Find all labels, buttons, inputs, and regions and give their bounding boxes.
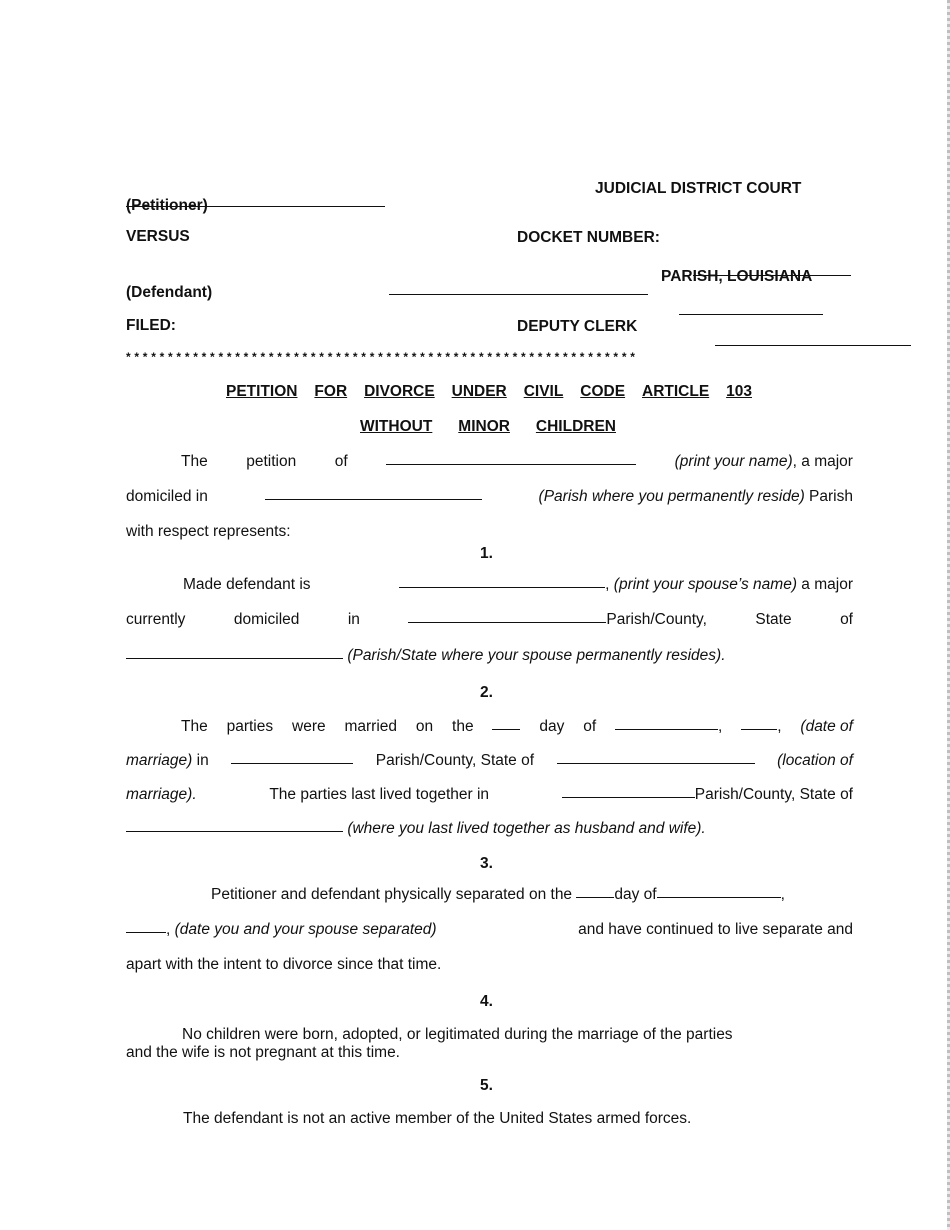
docket-label: DOCKET NUMBER:	[517, 229, 660, 246]
word: of	[583, 718, 597, 735]
intro-line-2	[126, 488, 853, 506]
word: , a major	[792, 453, 853, 470]
document-title	[226, 383, 752, 401]
defendant-label: (Defendant)	[126, 284, 213, 301]
section-number-3: 3.	[480, 855, 493, 872]
word: Parish/County,	[606, 611, 707, 628]
parish-blank[interactable]	[679, 314, 823, 315]
title-word: ARTICLE	[642, 383, 710, 400]
section-number-1: 1.	[480, 545, 493, 562]
word: a major	[797, 576, 853, 593]
subtitle-word: WITHOUT	[360, 418, 433, 435]
subtitle-word: MINOR	[458, 418, 510, 435]
section-4-line-1: No children were born, adopted, or legitimated during the marriage of the parties	[182, 1026, 733, 1043]
hint-text: (print your name)	[674, 453, 793, 470]
title-word: PETITION	[226, 383, 298, 400]
word: Parish/County, State of	[694, 786, 853, 803]
title-word: DIVORCE	[364, 383, 435, 400]
section-3-line-2: , (date you and your spouse separated) and have continued to live separate and	[126, 921, 853, 939]
separation-month-blank[interactable]	[657, 897, 781, 898]
section-3-line-3: apart with the intent to divorce since that time.	[126, 956, 442, 973]
section-2-line-4	[126, 820, 706, 838]
section-5-line-1: The defendant is not an active member of the United States armed forces.	[183, 1110, 692, 1127]
word: the	[452, 718, 474, 735]
word: Parish	[804, 488, 853, 505]
defendant-blank[interactable]	[389, 294, 648, 295]
word: Parish/County, State of	[375, 752, 535, 769]
petitioner-name-blank[interactable]	[386, 464, 636, 465]
marriage-state-blank[interactable]	[557, 763, 755, 764]
hint-text: (location of	[777, 752, 853, 769]
hint-text: (where you last lived together as husband and wife).	[347, 820, 706, 837]
last-lived-state-blank[interactable]	[126, 831, 343, 832]
word: The	[181, 718, 208, 735]
word: married	[344, 718, 398, 735]
section-1-line-2	[126, 611, 853, 629]
title-word: FOR	[314, 383, 348, 400]
hint-text: marriage)	[126, 752, 193, 769]
word: were	[292, 718, 326, 735]
word: State	[755, 611, 792, 628]
word: of	[840, 611, 853, 628]
subtitle-word: CHILDREN	[535, 418, 616, 435]
word: day	[539, 718, 565, 735]
last-lived-parish-blank[interactable]	[562, 797, 695, 798]
document-subtitle	[360, 418, 616, 436]
intro-line-1	[181, 453, 853, 471]
hint-text: (Parish/State where your spouse permanently resides).	[347, 647, 726, 664]
word: Made defendant is	[183, 576, 311, 593]
hint-text: (Parish where you permanently reside)	[538, 488, 805, 505]
section-1-line-1	[183, 576, 853, 594]
intro-line-3: with respect represents:	[126, 523, 291, 540]
hint-text: (print your spouse’s name)	[613, 576, 797, 593]
spouse-state-blank[interactable]	[126, 658, 343, 659]
word: in	[347, 611, 360, 628]
spouse-name-blank[interactable]	[399, 587, 605, 588]
hint-text: marriage).	[126, 786, 197, 803]
caption-block	[0, 0, 950, 364]
word: ,	[605, 576, 614, 593]
title-word: 103	[726, 383, 752, 400]
title-word: UNDER	[451, 383, 507, 400]
section-3-line-1: Petitioner and defendant physically separated on the day of ,	[211, 886, 785, 903]
marriage-parish-blank[interactable]	[231, 763, 353, 764]
word: on	[415, 718, 434, 735]
court-label: JUDICIAL DISTRICT COURT	[595, 180, 802, 197]
section-2-line-2	[126, 752, 853, 770]
word: in	[192, 752, 209, 769]
petitioner-label: (Petitioner)	[126, 197, 208, 214]
title-word: CIVIL	[523, 383, 564, 400]
word: Petitioner and defendant physically separated on the	[211, 886, 573, 903]
filed-label: FILED:	[126, 317, 176, 334]
hint-text: (date of	[800, 718, 853, 735]
section-4-line-2: and the wife is not pregnant at this time.	[126, 1044, 400, 1061]
marriage-day-blank[interactable]	[492, 729, 520, 730]
word: of	[334, 453, 348, 470]
parish-label: PARISH, LOUISIANA	[661, 268, 813, 285]
section-2-line-1: The parties were married on the day of , , (date of	[181, 718, 853, 735]
marriage-year-blank[interactable]	[741, 729, 777, 730]
petitioner-parish-blank[interactable]	[265, 499, 482, 500]
word: domiciled in	[126, 488, 208, 505]
word: The parties last lived together in	[269, 786, 490, 803]
section-number-4: 4.	[480, 993, 493, 1010]
versus-label: VERSUS	[126, 228, 190, 245]
word: day of	[614, 886, 657, 903]
section-number-5: 5.	[480, 1077, 493, 1094]
title-word: CODE	[580, 383, 626, 400]
word: parties	[226, 718, 274, 735]
word: and have continued to live separate and	[578, 921, 853, 938]
marriage-month-blank[interactable]	[615, 729, 718, 730]
section-number-2: 2.	[480, 684, 493, 701]
section-1-line-3	[126, 647, 726, 665]
word: petition	[246, 453, 297, 470]
spouse-parish-blank[interactable]	[408, 622, 606, 623]
separation-year-blank[interactable]	[126, 932, 166, 933]
word: domiciled	[233, 611, 300, 628]
section-2-line-3	[126, 786, 853, 804]
hint-text: (date you and your spouse separated)	[174, 921, 437, 938]
filed-blank[interactable]	[715, 345, 911, 346]
word: The	[181, 453, 208, 470]
separator-line: * * * * * * * * * * * * * * * * * * * * * * * * * * * * * * * * * * * * * * * * * * * * * * * * * * * * * * * * * * * * *	[126, 350, 636, 364]
separation-day-blank[interactable]	[576, 897, 614, 898]
word: currently	[126, 611, 186, 628]
deputy-clerk-label: DEPUTY CLERK	[517, 318, 638, 335]
